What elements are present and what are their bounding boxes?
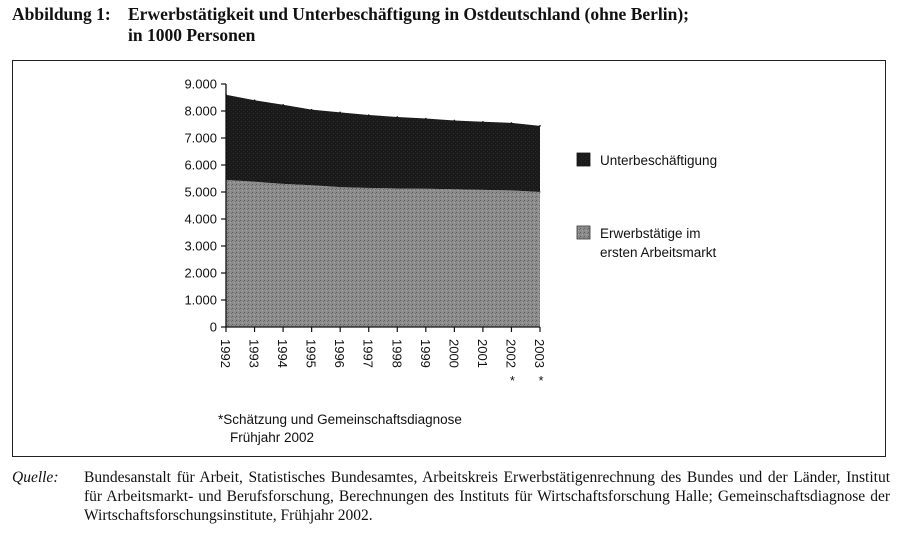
legend-swatch-erwerbstaetige: [577, 226, 590, 239]
point-unterbeschaeftigung-1999: [425, 118, 427, 120]
footnote-star: *: [218, 412, 224, 427]
figure-title-line2: in 1000 Personen: [128, 25, 256, 45]
x-tick-label: 1996: [332, 339, 348, 368]
legend-label-erwerbstaetige: [600, 224, 716, 262]
point-erwerbstaetige-2003: [539, 191, 540, 192]
y-tick-label: 6.000: [184, 157, 217, 173]
x-tick-label: 1994: [275, 339, 291, 368]
point-erwerbstaetige-2000: [454, 189, 455, 190]
point-unterbeschaeftigung-2000: [454, 120, 456, 122]
source-text: Bundesanstalt für Arbeit, Statistisches Bundesamtes, Arbeitskreis Erwerbstätigenrechnung des Bundes und der Länder, Institut für Arbeitsmarkt- und Berufsforschung, Berechnungen des Instituts für Wirtschaftsforschung Halle; Gemeinschaftsdiagnose der Wirtschaftsforschungsinstitute, Frühjahr 2002.: [84, 469, 890, 524]
legend-label-erwerbstaetige-line1: Erwerbstätige im: [600, 226, 701, 241]
y-tick-label: 7.000: [184, 130, 217, 146]
point-erwerbstaetige-2001: [482, 189, 483, 190]
point-unterbeschaeftigung-1993: [254, 99, 256, 101]
area-erwerbstaetige: [226, 180, 540, 327]
legend-swatch-unterbeschaeftigung: [577, 153, 590, 166]
x-tick-marker: *: [509, 373, 515, 388]
point-unterbeschaeftigung-2003: [539, 125, 541, 127]
x-tick-label: 2003: [532, 339, 547, 368]
x-tick-label: 2000: [446, 339, 462, 368]
legend-label-unterbeschaeftigung: Unterbeschäftigung: [600, 153, 718, 168]
x-tick-label: 2002: [503, 339, 519, 368]
legend-label-erwerbstaetige-line2: ersten Arbeitsmarkt: [600, 245, 717, 260]
source-label: Quelle:: [12, 469, 59, 486]
y-tick-label: 9.000: [184, 76, 217, 92]
y-tick-label: 8.000: [184, 103, 217, 119]
point-erwerbstaetige-1995: [311, 185, 312, 186]
footnote-line2: Frühjahr 2002: [230, 430, 315, 445]
y-tick-label: 3.000: [184, 238, 217, 254]
point-unterbeschaeftigung-1998: [396, 116, 398, 118]
y-tick-label: 0: [209, 319, 217, 335]
point-erwerbstaetige-1998: [397, 188, 398, 189]
point-erwerbstaetige-2002: [511, 190, 512, 191]
x-tick-label: 1992: [218, 339, 233, 368]
y-tick-label: 4.000: [184, 211, 217, 227]
point-unterbeschaeftigung-1997: [368, 114, 370, 116]
source-note: [12, 468, 890, 525]
point-erwerbstaetige-1993: [254, 181, 255, 182]
y-tick-label: 1.000: [184, 292, 217, 308]
point-unterbeschaeftigung-1996: [339, 112, 341, 114]
x-tick-label: 1999: [417, 339, 433, 368]
point-unterbeschaeftigung-2002: [511, 122, 513, 124]
x-tick-label: 1997: [360, 339, 376, 368]
point-unterbeschaeftigung-1995: [311, 109, 313, 111]
x-tick-marker: *: [538, 373, 544, 388]
x-tick-label: 1998: [389, 339, 405, 368]
figure-title-line1: Erwerbstätigkeit und Unterbeschäftigung in Ostdeutschland (ohne Berlin);: [128, 4, 690, 24]
point-unterbeschaeftigung-1994: [282, 104, 284, 106]
x-tick-label: 2001: [474, 339, 490, 368]
x-tick-label: 1995: [303, 339, 319, 368]
point-erwerbstaetige-1994: [282, 183, 283, 184]
figure-number: Abbildung 1:: [12, 4, 111, 24]
point-erwerbstaetige-1999: [425, 188, 426, 189]
y-tick-label: 2.000: [184, 265, 217, 281]
point-unterbeschaeftigung-2001: [482, 121, 484, 123]
point-erwerbstaetige-1997: [368, 187, 369, 188]
area-unterbeschaeftigung: [226, 95, 540, 192]
chart-footnote: [218, 411, 538, 447]
x-tick-label: 1993: [246, 339, 262, 368]
footnote-line1: Schätzung und Gemeinschaftsdiagnose: [223, 412, 462, 427]
y-tick-label: 5.000: [184, 184, 217, 200]
point-erwerbstaetige-1996: [340, 187, 341, 188]
